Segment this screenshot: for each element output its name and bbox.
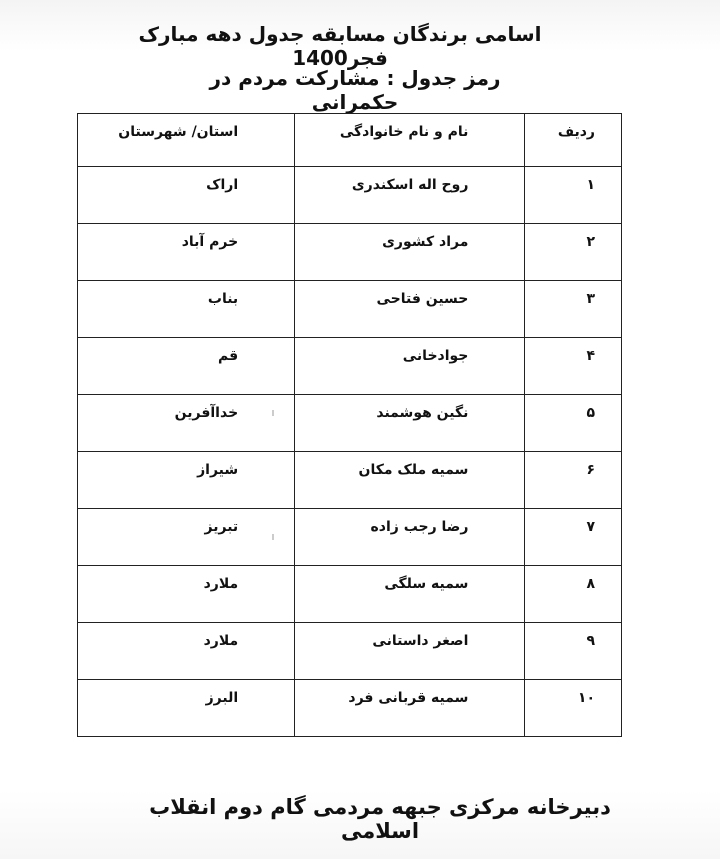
row-name: جوادخانی — [295, 338, 525, 395]
row-city: قم — [78, 338, 295, 395]
table-row — [78, 566, 622, 623]
header-name: نام و نام خانوادگی — [295, 114, 525, 167]
row-index: ۱۰ — [525, 680, 622, 737]
row-city: البرز — [78, 680, 295, 737]
row-index: ۹ — [525, 623, 622, 680]
row-index: ۶ — [525, 452, 622, 509]
row-name: روح اله اسکندری — [295, 167, 525, 224]
scan-speck — [272, 534, 274, 540]
row-index: ۸ — [525, 566, 622, 623]
row-city: تبریز — [78, 509, 295, 566]
row-city: ملارد — [78, 623, 295, 680]
header-index: ردیف — [525, 114, 622, 167]
table-row — [78, 680, 622, 737]
row-name: سمیه سلگی — [295, 566, 525, 623]
table-row — [78, 167, 622, 224]
table-row — [78, 338, 622, 395]
document-footer: دبیرخانه مرکزی جبهه مردمی گام دوم انقلاب اسلامی — [149, 795, 611, 843]
document-subtitle: رمز جدول : مشارکت مردم در حکمرانی — [209, 66, 501, 114]
row-index: ۱ — [525, 167, 622, 224]
row-index: ۲ — [525, 224, 622, 281]
table-row — [78, 281, 622, 338]
document-title: اسامی برندگان مسابقه جدول دهه مبارک فجر1400 — [138, 22, 542, 70]
table-row — [78, 509, 622, 566]
row-name: اصغر داستانی — [295, 623, 525, 680]
row-city: شیراز — [78, 452, 295, 509]
table-row — [78, 623, 622, 680]
row-city: خداآفرین — [78, 395, 295, 452]
row-name: حسین فتاحی — [295, 281, 525, 338]
row-name: رضا رجب زاده — [295, 509, 525, 566]
row-index: ۵ — [525, 395, 622, 452]
scan-speck — [272, 410, 274, 416]
table-row — [78, 452, 622, 509]
row-city: خرم آباد — [78, 224, 295, 281]
row-index: ۴ — [525, 338, 622, 395]
row-name: نگین هوشمند — [295, 395, 525, 452]
header-city: استان/ شهرستان — [78, 114, 295, 167]
row-index: ۷ — [525, 509, 622, 566]
row-index: ۳ — [525, 281, 622, 338]
table-row — [78, 224, 622, 281]
row-city: بناب — [78, 281, 295, 338]
table-row — [78, 395, 622, 452]
table-header-row — [78, 114, 622, 167]
row-name: مراد کشوری — [295, 224, 525, 281]
row-city: ملارد — [78, 566, 295, 623]
row-name: سمیه قربانی فرد — [295, 680, 525, 737]
row-city: اراک — [78, 167, 295, 224]
winners-table — [77, 113, 622, 737]
row-name: سمیه ملک مکان — [295, 452, 525, 509]
